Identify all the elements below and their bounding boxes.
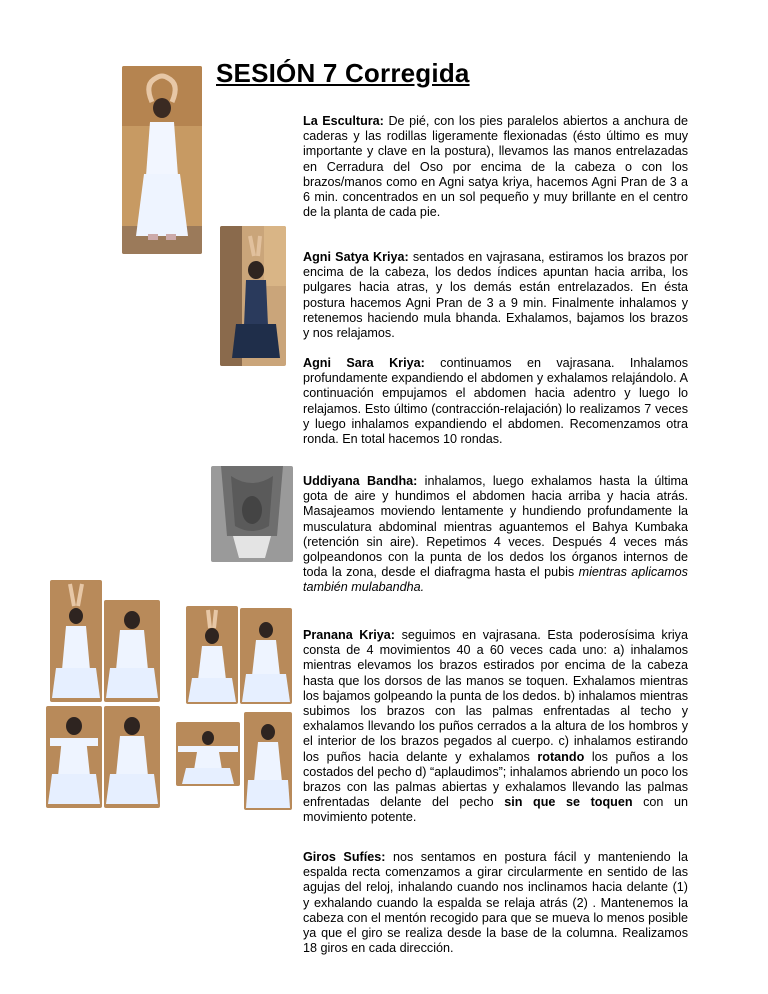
section-text: continuamos en vajrasana. Inhalamos profundamente expandiendo el abdomen y exhalamos relajándolo. A continuación empujamos el abdomen hacia adentro y luego lo relajamos. Esto último (contracción-relajación) lo realizamos 7 veces y luego inhalamos expandiendo el abdomen. Recomenzamos otra ronda. En total hacemos 10 rondas. [303,356,688,447]
photo-pranana-3 [186,606,238,704]
section-heading: Agni Satya Kriya: [303,250,409,264]
photo-pranana-4 [240,608,292,704]
photo-pranana-8 [244,712,292,810]
photo-escultura [122,66,202,254]
section-text: nos sentamos en postura fácil y manteniendo la espalda recta comenzamos a girar circularmente en sentido de las agujas del reloj, inhalando cuando nos inclinamos hacia delante (1) y exhalando cuando la espalda se relaja atrás (2) . Mantenemos la cabeza con el mentón recogido para que se mueva lo menos posible ya que el giro se realiza desde la base de la columna. Realizamos 18 giros en cada dirección. [303,850,688,956]
photo-pranana-7 [176,722,240,786]
section-pranana-kriya [303,628,688,826]
section-uddiyana-bandha [303,474,688,596]
photo-uddiyana [211,466,293,562]
section-heading: Agni Sara Kriya: [303,356,425,370]
section-agni-sara-kriya [303,356,688,447]
section-heading: La Escultura: [303,114,384,128]
photo-pranana-6 [104,706,160,808]
section-text: inhalamos, luego exhalamos hasta la última gota de aire y hundimos el abdomen hacia arriba y hacia atrás. Masajeamos moviendo lentamente y hundiendo profundamente la musculatura abdominal mientras aguantemos el Bahya Kumbaka (retención sin aire). Repetimos 4 veces. Después 4 veces más golpeandonos con la punta de los dedos los órganos internos de toda la zona, desde el diafragma hasta el pubis [303,474,688,580]
photo-agni-satya [220,226,286,366]
section-heading: Uddiyana Bandha: [303,474,418,488]
section-text: los puños a los costados del pecho d) “aplaudimos”; inhalamos abriendo un poco los brazos con las palmas abiertas y exhalamos llevando las palmas enfrentadas delante del pecho [303,749,689,810]
page-title: SESIÓN 7 Corregida [216,58,470,88]
photo-pranana-2 [104,600,160,702]
section-agni-satya-kriya [303,250,688,341]
section-giros-sufies [303,850,688,956]
section-emphasis: sin que se toquen [504,795,633,810]
section-heading: Pranana Kriya: [303,628,395,642]
section-italic-text: mientras aplicamos también mulabandha. [303,565,688,595]
section-emphasis: rotando [537,749,585,764]
section-text: seguimos en vajrasana. Esta poderosísima kriya consta de 4 movimientos 40 a 60 veces cada uno: a) inhalamos mientras elevamos los brazos estirados por encima de la cabeza hasta que los dorsos de las manos se toquen. Exhalamos mientras los bajamos golpeando la punta de los dedos. b) inhalamos mientras subimos los brazos con las palmas enfrentadas al techo y exhalamos llevando los puños cerrados a la altura de los hombros y el interior de los brazos pegados al cuerpo. c) inhalamos estirando los puños hacia delante y exhalamos [303,628,688,764]
section-text: sentados en vajrasana, estiramos los brazos por encima de la cabeza, los dedos índices apuntan hacia arriba, los pulgares hacia atras, y los demás están entrelazados. En ésta postura hacemos Agni Pran de 3 a 9 min. Finalmente inhalamos y retenemos haciendo mula bhanda. Exhalamos, bajamos los brazos y nos relajamos. [303,250,689,341]
photo-pranana-1 [50,580,102,702]
section-la-escultura [303,114,688,220]
photo-pranana-5 [46,706,102,808]
section-heading: Giros Sufíes: [303,850,386,864]
section-text: De pié, con los pies paralelos abiertos a anchura de caderas y las rodillas ligeramente flexionadas (ésto último es muy importante y clave en la postura), llevamos las manos entrelazadas en Cerradura del Oso por encima de la cabeza o con los brazos/manos como en Agni satya kriya, hacemos Agni Pran de 3 a 6 min. concentrados en un sol pequeño y muy brillante en el centro de la planta de cada pie. [303,114,689,220]
section-text: con un movimiento potente. [303,795,689,825]
